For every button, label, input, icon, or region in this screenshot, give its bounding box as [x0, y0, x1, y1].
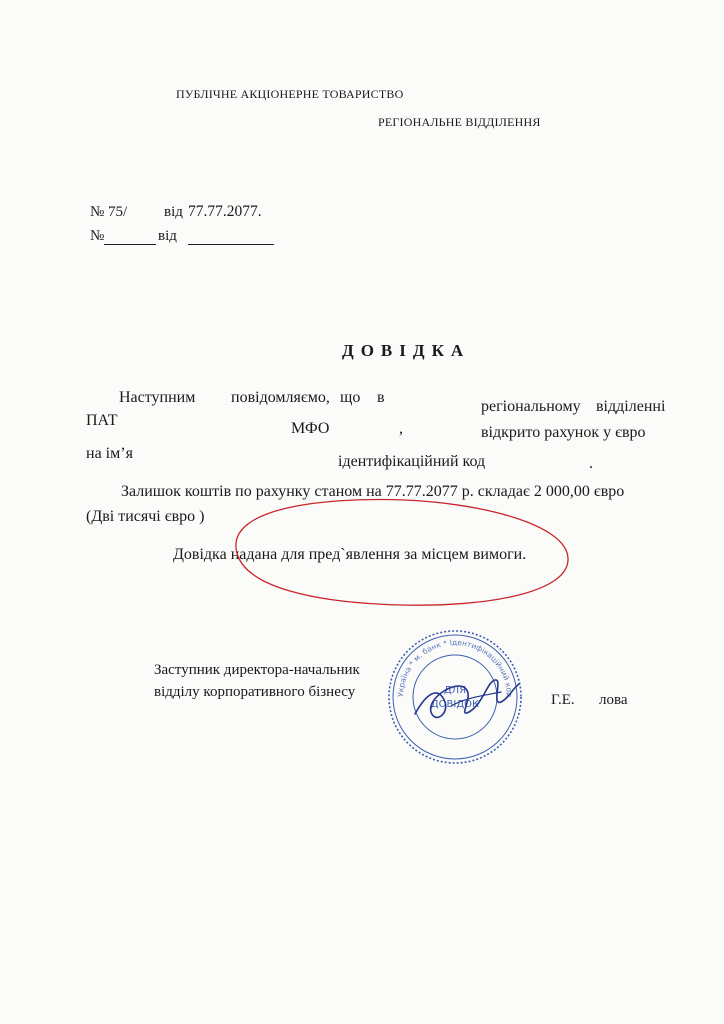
- body-p6: Довідка надана для пред`явлення за місцем вимоги.: [173, 546, 527, 563]
- body-p2-c: ,: [399, 420, 403, 437]
- body-p3-a: на ім’я: [86, 445, 133, 462]
- signatory-position-1: Заступник директора-начальник: [154, 662, 360, 678]
- ref-date-1: 77.77.2077.: [188, 203, 262, 220]
- ref-from-2: від: [158, 228, 177, 244]
- ref-number-2: №: [90, 228, 105, 244]
- body-p1-b: повідомляємо,: [231, 389, 330, 406]
- stamp-center-text-1: ДЛЯ: [443, 685, 467, 696]
- body-p3-b: ідентифікаційний код: [338, 453, 486, 470]
- body-p1-a: Наступним: [119, 389, 196, 406]
- signatory-surname: лова: [599, 692, 628, 708]
- body-p1-f: відділенні: [596, 398, 666, 415]
- document-title: ДОВІДКА: [342, 341, 471, 360]
- body-p1-c: що: [340, 389, 361, 406]
- signatory-position-2: відділу корпоративного бізнесу: [154, 684, 356, 700]
- body-p2-b: МФО: [291, 420, 330, 437]
- body-p1-e: регіональному: [481, 398, 581, 415]
- body-p2-a: ПАТ: [86, 412, 118, 429]
- body-p2-d: відкрито рахунок у євро: [481, 424, 646, 441]
- body-p4: Залишок коштів по рахунку станом на 77.77.2077 р. складає 2 000,00 євро: [121, 483, 625, 500]
- handwritten-signature: [405, 662, 525, 742]
- ref-number-1: № 75/: [90, 204, 128, 220]
- body-p5: (Дві тисячі євро ): [86, 508, 205, 525]
- company-name: ПУБЛІЧНЕ АКЦІОНЕРНЕ ТОВАРИСТВО: [176, 87, 404, 101]
- signatory-initials: Г.Е.: [551, 692, 575, 708]
- stamp-center-text-2: ДОВІДОК: [430, 699, 480, 710]
- body-p3-c: .: [589, 455, 593, 472]
- svg-text:Україна * м. банк * Ідентифіка: Україна * м. банк * Ідентифікаційний код: [395, 637, 515, 698]
- body-p1-d: в: [377, 389, 385, 406]
- branch-name: РЕГІОНАЛЬНЕ ВІДДІЛЕННЯ: [378, 115, 541, 129]
- ref-from-1: від: [164, 204, 183, 220]
